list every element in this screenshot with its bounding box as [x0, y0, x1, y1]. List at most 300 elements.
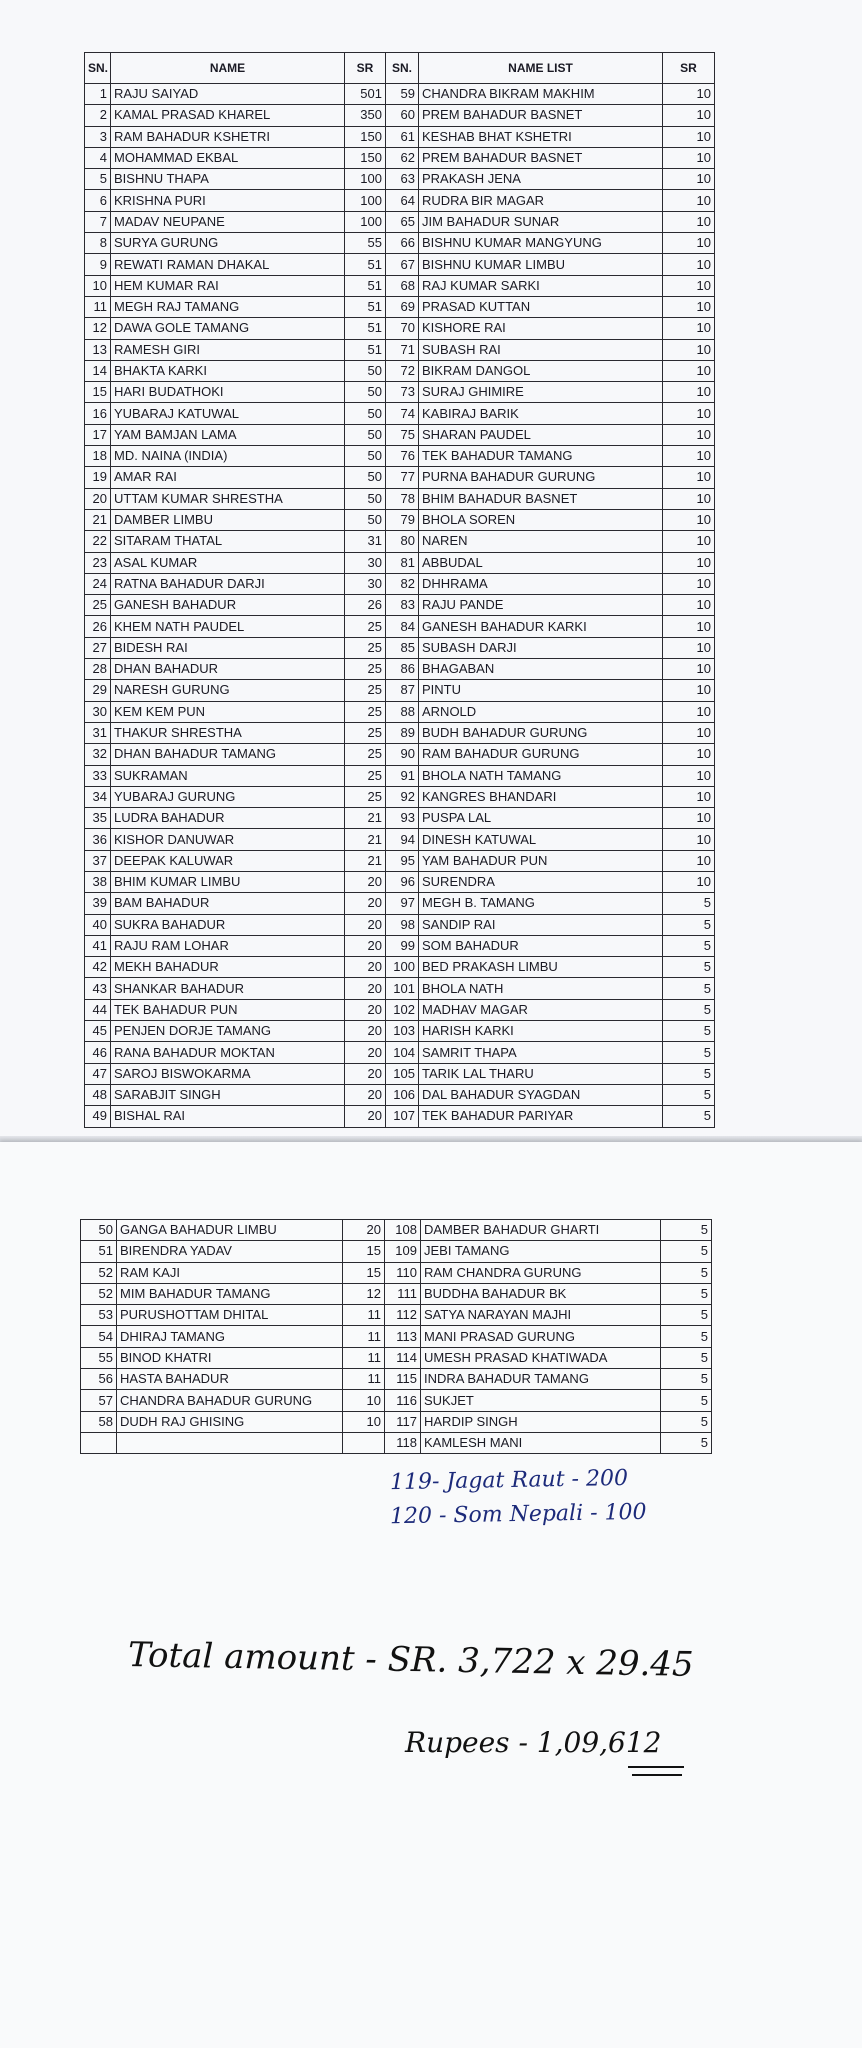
sn-cell: 2 — [85, 105, 111, 126]
name-cell: PUSPA LAL — [419, 808, 663, 829]
sr-cell: 10 — [663, 595, 715, 616]
table-row — [85, 233, 715, 254]
name-cell: YUBARAJ GURUNG — [111, 786, 345, 807]
sn-cell: 65 — [386, 211, 419, 232]
name-cell: DEEPAK KALUWAR — [111, 850, 345, 871]
sn-cell: 118 — [385, 1432, 421, 1453]
sr-cell: 10 — [663, 105, 715, 126]
sr-cell: 10 — [343, 1411, 385, 1432]
sn-cell: 60 — [386, 105, 419, 126]
table-row — [85, 190, 715, 211]
table-row — [85, 722, 715, 743]
sr-cell: 10 — [663, 808, 715, 829]
sr-cell: 20 — [345, 1084, 386, 1105]
sr-cell: 10 — [663, 467, 715, 488]
table-row — [85, 1042, 715, 1063]
sn-cell: 107 — [386, 1106, 419, 1127]
sn-cell: 10 — [85, 275, 111, 296]
name-cell: HARISH KARKI — [419, 1021, 663, 1042]
name-cell: DHAN BAHADUR — [111, 659, 345, 680]
sr-cell: 20 — [345, 893, 386, 914]
name-cell: NARESH GURUNG — [111, 680, 345, 701]
sr-cell: 21 — [345, 829, 386, 850]
name-cell: PREM BAHADUR BASNET — [419, 105, 663, 126]
sn-cell: 59 — [386, 84, 419, 105]
sr-cell: 10 — [663, 765, 715, 786]
sn-cell: 104 — [386, 1042, 419, 1063]
sr-cell: 10 — [663, 744, 715, 765]
sn-cell: 32 — [85, 744, 111, 765]
name-cell: PURNA BAHADUR GURUNG — [419, 467, 663, 488]
sr-cell: 25 — [345, 701, 386, 722]
sn-cell: 31 — [85, 722, 111, 743]
sr-cell: 100 — [345, 211, 386, 232]
sr-cell: 10 — [663, 531, 715, 552]
sr-cell: 20 — [345, 871, 386, 892]
sr-cell: 25 — [345, 637, 386, 658]
sr-cell: 5 — [663, 1063, 715, 1084]
sn-cell: 83 — [386, 595, 419, 616]
name-cell: KAMAL PRASAD KHAREL — [111, 105, 345, 126]
name-cell: KANGRES BHANDARI — [419, 786, 663, 807]
header-name-list: NAME LIST — [419, 53, 663, 84]
sr-cell: 21 — [345, 850, 386, 871]
sr-cell: 10 — [663, 701, 715, 722]
sr-cell: 5 — [663, 978, 715, 999]
sn-cell: 98 — [386, 914, 419, 935]
name-cell: MADAV NEUPANE — [111, 211, 345, 232]
table-row — [85, 744, 715, 765]
name-cell: KAMLESH MANI — [421, 1432, 661, 1453]
sr-cell: 20 — [345, 914, 386, 935]
name-cell: RAJU SAIYAD — [111, 84, 345, 105]
sr-cell: 10 — [663, 339, 715, 360]
sn-cell: 100 — [386, 957, 419, 978]
name-cell: KESHAB BHAT KSHETRI — [419, 126, 663, 147]
name-cell: HEM KUMAR RAI — [111, 275, 345, 296]
sr-cell: 5 — [661, 1411, 712, 1432]
name-cell: SARABJIT SINGH — [111, 1084, 345, 1105]
table-row — [85, 680, 715, 701]
table-row — [85, 935, 715, 956]
sr-cell: 350 — [345, 105, 386, 126]
sn-cell: 37 — [85, 850, 111, 871]
table-row — [85, 701, 715, 722]
sr-cell: 10 — [663, 659, 715, 680]
name-cell: TARIK LAL THARU — [419, 1063, 663, 1084]
name-cell: INDRA BAHADUR TAMANG — [421, 1369, 661, 1390]
table-row — [81, 1326, 712, 1347]
sr-cell: 10 — [663, 211, 715, 232]
rupees-underline-2 — [632, 1774, 682, 1776]
sr-cell — [343, 1432, 385, 1453]
sr-cell: 50 — [345, 424, 386, 445]
handwritten-entry-120: 120 - Som Nepali - 100 — [389, 1499, 647, 1530]
name-cell: BISHAL RAI — [111, 1106, 345, 1127]
name-cell: MD. NAINA (INDIA) — [111, 446, 345, 467]
sr-cell: 5 — [661, 1283, 712, 1304]
sn-cell: 48 — [85, 1084, 111, 1105]
name-cell: BUDDHA BAHADUR BK — [421, 1283, 661, 1304]
sr-cell: 10 — [663, 488, 715, 509]
sn-cell: 23 — [85, 552, 111, 573]
table-row — [85, 808, 715, 829]
sn-cell: 22 — [85, 531, 111, 552]
name-cell: DHHRAMA — [419, 573, 663, 594]
sn-cell: 85 — [386, 637, 419, 658]
sr-cell: 25 — [345, 786, 386, 807]
sn-cell: 19 — [85, 467, 111, 488]
sn-cell: 33 — [85, 765, 111, 786]
sn-cell: 68 — [386, 275, 419, 296]
sr-cell: 10 — [663, 829, 715, 850]
table-row — [85, 978, 715, 999]
sr-cell: 51 — [345, 296, 386, 317]
sr-cell: 51 — [345, 318, 386, 339]
sn-cell: 55 — [81, 1347, 117, 1368]
contribution-table-2 — [80, 1219, 712, 1454]
table-row — [85, 446, 715, 467]
name-cell: SHANKAR BAHADUR — [111, 978, 345, 999]
name-cell: SANDIP RAI — [419, 914, 663, 935]
name-cell: REWATI RAMAN DHAKAL — [111, 254, 345, 275]
sn-cell: 73 — [386, 382, 419, 403]
sn-cell: 92 — [386, 786, 419, 807]
name-cell: SURENDRA — [419, 871, 663, 892]
sn-cell: 108 — [385, 1220, 421, 1241]
name-cell: PENJEN DORJE TAMANG — [111, 1021, 345, 1042]
sr-cell: 5 — [663, 893, 715, 914]
sr-cell: 10 — [663, 616, 715, 637]
sr-cell: 10 — [663, 722, 715, 743]
name-cell: MIM BAHADUR TAMANG — [117, 1283, 343, 1304]
sn-cell: 43 — [85, 978, 111, 999]
name-cell: PRAKASH JENA — [419, 169, 663, 190]
sr-cell: 20 — [345, 1042, 386, 1063]
sr-cell: 5 — [661, 1305, 712, 1326]
table-row — [85, 957, 715, 978]
sn-cell: 26 — [85, 616, 111, 637]
sn-cell: 35 — [85, 808, 111, 829]
sr-cell: 20 — [345, 1021, 386, 1042]
sn-cell: 105 — [386, 1063, 419, 1084]
name-cell: KHEM NATH PAUDEL — [111, 616, 345, 637]
table-row — [81, 1411, 712, 1432]
sn-cell: 15 — [85, 382, 111, 403]
handwritten-rupees: Rupees - 1,09,612 — [405, 1726, 662, 1759]
sn-cell: 16 — [85, 403, 111, 424]
sn-cell: 8 — [85, 233, 111, 254]
sr-cell: 10 — [663, 680, 715, 701]
name-cell: DHAN BAHADUR TAMANG — [111, 744, 345, 765]
table-row — [85, 403, 715, 424]
table-row — [85, 850, 715, 871]
sn-cell — [81, 1432, 117, 1453]
sn-cell: 30 — [85, 701, 111, 722]
name-cell: BISHNU KUMAR MANGYUNG — [419, 233, 663, 254]
sr-cell: 5 — [663, 1084, 715, 1105]
sn-cell: 40 — [85, 914, 111, 935]
table-row — [85, 573, 715, 594]
table-row — [85, 616, 715, 637]
sn-cell: 11 — [85, 296, 111, 317]
name-cell: RAJ KUMAR SARKI — [419, 275, 663, 296]
name-cell: BUDH BAHADUR GURUNG — [419, 722, 663, 743]
sn-cell: 64 — [386, 190, 419, 211]
name-cell: HARI BUDATHOKI — [111, 382, 345, 403]
sn-cell: 75 — [386, 424, 419, 445]
sr-cell: 10 — [343, 1390, 385, 1411]
sn-cell: 74 — [386, 403, 419, 424]
name-cell: CHANDRA BIKRAM MAKHIM — [419, 84, 663, 105]
table-row — [81, 1369, 712, 1390]
name-cell: BHIM KUMAR LIMBU — [111, 871, 345, 892]
name-cell: KABIRAJ BARIK — [419, 403, 663, 424]
sr-cell: 20 — [345, 1106, 386, 1127]
name-cell: SOM BAHADUR — [419, 935, 663, 956]
table-row — [81, 1432, 712, 1453]
sr-cell: 26 — [345, 595, 386, 616]
handwritten-entry-119: 119- Jagat Raut - 200 — [389, 1465, 629, 1496]
name-cell: MANI PRASAD GURUNG — [421, 1326, 661, 1347]
table-row — [85, 424, 715, 445]
table-row — [81, 1347, 712, 1368]
name-cell: MOHAMMAD EKBAL — [111, 147, 345, 168]
table-row — [85, 318, 715, 339]
rupees-underline — [628, 1766, 684, 1768]
sn-cell: 50 — [81, 1220, 117, 1241]
table-row — [85, 595, 715, 616]
name-cell: LUDRA BAHADUR — [111, 808, 345, 829]
sr-cell: 20 — [345, 957, 386, 978]
sr-cell: 51 — [345, 339, 386, 360]
sn-cell: 45 — [85, 1021, 111, 1042]
sr-cell: 10 — [663, 850, 715, 871]
sn-cell: 109 — [385, 1241, 421, 1262]
name-cell: HARDIP SINGH — [421, 1411, 661, 1432]
table-row — [85, 786, 715, 807]
sr-cell: 51 — [345, 254, 386, 275]
table-row — [85, 296, 715, 317]
sr-cell: 11 — [343, 1369, 385, 1390]
table-row — [85, 893, 715, 914]
name-cell: BAM BAHADUR — [111, 893, 345, 914]
sr-cell: 5 — [661, 1220, 712, 1241]
sn-cell: 6 — [85, 190, 111, 211]
sn-cell: 7 — [85, 211, 111, 232]
name-cell: MEGH B. TAMANG — [419, 893, 663, 914]
name-cell: JEBI TAMANG — [421, 1241, 661, 1262]
table-row — [81, 1305, 712, 1326]
name-cell: BIDESH RAI — [111, 637, 345, 658]
sr-cell: 5 — [661, 1347, 712, 1368]
sr-cell: 50 — [345, 488, 386, 509]
name-cell: SUKJET — [421, 1390, 661, 1411]
sr-cell: 5 — [663, 935, 715, 956]
sr-cell: 50 — [345, 467, 386, 488]
name-cell: JIM BAHADUR SUNAR — [419, 211, 663, 232]
name-cell: YAM BAHADUR PUN — [419, 850, 663, 871]
name-cell: PURUSHOTTAM DHITAL — [117, 1305, 343, 1326]
sr-cell: 5 — [663, 1106, 715, 1127]
table-row — [85, 765, 715, 786]
sn-cell: 13 — [85, 339, 111, 360]
sr-cell: 25 — [345, 744, 386, 765]
sr-cell: 5 — [663, 1021, 715, 1042]
sr-cell: 50 — [345, 360, 386, 381]
sr-cell: 10 — [663, 403, 715, 424]
table-row — [85, 999, 715, 1020]
sn-cell: 66 — [386, 233, 419, 254]
sr-cell: 10 — [663, 573, 715, 594]
sr-cell: 10 — [663, 552, 715, 573]
sr-cell: 5 — [661, 1326, 712, 1347]
sn-cell: 36 — [85, 829, 111, 850]
sn-cell: 58 — [81, 1411, 117, 1432]
sn-cell: 81 — [386, 552, 419, 573]
name-cell: BHOLA NATH TAMANG — [419, 765, 663, 786]
table-row — [85, 871, 715, 892]
sn-cell: 111 — [385, 1283, 421, 1304]
name-cell — [117, 1432, 343, 1453]
name-cell: RAM BAHADUR KSHETRI — [111, 126, 345, 147]
sn-cell: 24 — [85, 573, 111, 594]
name-cell: SAMRIT THAPA — [419, 1042, 663, 1063]
sn-cell: 86 — [386, 659, 419, 680]
name-cell: BINOD KHATRI — [117, 1347, 343, 1368]
name-cell: RAJU PANDE — [419, 595, 663, 616]
sn-cell: 53 — [81, 1305, 117, 1326]
name-cell: BHOLA SOREN — [419, 509, 663, 530]
name-cell: MEGH RAJ TAMANG — [111, 296, 345, 317]
sn-cell: 39 — [85, 893, 111, 914]
name-cell: YAM BAMJAN LAMA — [111, 424, 345, 445]
sr-cell: 10 — [663, 871, 715, 892]
name-cell: RAMESH GIRI — [111, 339, 345, 360]
sn-cell: 21 — [85, 509, 111, 530]
sn-cell: 99 — [386, 935, 419, 956]
sn-cell: 54 — [81, 1326, 117, 1347]
sn-cell: 77 — [386, 467, 419, 488]
name-cell: KISHORE RAI — [419, 318, 663, 339]
sr-cell: 51 — [345, 275, 386, 296]
sn-cell: 95 — [386, 850, 419, 871]
name-cell: DAMBER LIMBU — [111, 509, 345, 530]
name-cell: DAMBER BAHADUR GHARTI — [421, 1220, 661, 1241]
sr-cell: 10 — [663, 254, 715, 275]
sr-cell: 20 — [345, 978, 386, 999]
table-row — [85, 829, 715, 850]
sr-cell: 25 — [345, 765, 386, 786]
name-cell: PREM BAHADUR BASNET — [419, 147, 663, 168]
sn-cell: 101 — [386, 978, 419, 999]
sr-cell: 10 — [663, 360, 715, 381]
sr-cell: 11 — [343, 1347, 385, 1368]
sn-cell: 93 — [386, 808, 419, 829]
table-row — [85, 914, 715, 935]
sr-cell: 12 — [343, 1283, 385, 1304]
sn-cell: 106 — [386, 1084, 419, 1105]
sn-cell: 90 — [386, 744, 419, 765]
sr-cell: 10 — [663, 786, 715, 807]
sr-cell: 50 — [345, 509, 386, 530]
name-cell: TEK BAHADUR PUN — [111, 999, 345, 1020]
sn-cell: 49 — [85, 1106, 111, 1127]
sr-cell: 5 — [661, 1262, 712, 1283]
name-cell: RAJU RAM LOHAR — [111, 935, 345, 956]
sn-cell: 9 — [85, 254, 111, 275]
name-cell: ASAL KUMAR — [111, 552, 345, 573]
sr-cell: 11 — [343, 1305, 385, 1326]
table-row — [85, 637, 715, 658]
name-cell: RUDRA BIR MAGAR — [419, 190, 663, 211]
table-row — [85, 382, 715, 403]
sr-cell: 100 — [345, 169, 386, 190]
sn-cell: 42 — [85, 957, 111, 978]
table-row — [81, 1283, 712, 1304]
name-cell: KEM KEM PUN — [111, 701, 345, 722]
sn-cell: 102 — [386, 999, 419, 1020]
sn-cell: 14 — [85, 360, 111, 381]
name-cell: DINESH KATUWAL — [419, 829, 663, 850]
sn-cell: 61 — [386, 126, 419, 147]
name-cell: ARNOLD — [419, 701, 663, 722]
sn-cell: 72 — [386, 360, 419, 381]
sn-cell: 116 — [385, 1390, 421, 1411]
sr-cell: 10 — [663, 446, 715, 467]
sr-cell: 10 — [663, 382, 715, 403]
name-cell: SURYA GURUNG — [111, 233, 345, 254]
sn-cell: 52 — [81, 1262, 117, 1283]
table-header-row — [85, 53, 715, 84]
name-cell: SUKRAMAN — [111, 765, 345, 786]
name-cell: BIRENDRA YADAV — [117, 1241, 343, 1262]
table-row — [85, 126, 715, 147]
name-cell: SUKRA BAHADUR — [111, 914, 345, 935]
sr-cell: 20 — [343, 1220, 385, 1241]
sn-cell: 103 — [386, 1021, 419, 1042]
table-row — [85, 254, 715, 275]
sn-cell: 115 — [385, 1369, 421, 1390]
name-cell: BHOLA NATH — [419, 978, 663, 999]
name-cell: RAM CHANDRA GURUNG — [421, 1262, 661, 1283]
sn-cell: 82 — [386, 573, 419, 594]
sn-cell: 5 — [85, 169, 111, 190]
name-cell: BHAKTA KARKI — [111, 360, 345, 381]
header-sr-2: SR — [663, 53, 715, 84]
sn-cell: 91 — [386, 765, 419, 786]
sn-cell: 1 — [85, 84, 111, 105]
name-cell: CHANDRA BAHADUR GURUNG — [117, 1390, 343, 1411]
sn-cell: 71 — [386, 339, 419, 360]
sr-cell: 10 — [663, 296, 715, 317]
name-cell: SITARAM THATAL — [111, 531, 345, 552]
name-cell: SATYA NARAYAN MAJHI — [421, 1305, 661, 1326]
sn-cell: 84 — [386, 616, 419, 637]
name-cell: GANESH BAHADUR — [111, 595, 345, 616]
name-cell: THAKUR SHRESTHA — [111, 722, 345, 743]
table-row — [85, 147, 715, 168]
sn-cell: 96 — [386, 871, 419, 892]
table-row — [85, 211, 715, 232]
name-cell: GANGA BAHADUR LIMBU — [117, 1220, 343, 1241]
sn-cell: 20 — [85, 488, 111, 509]
name-cell: SAROJ BISWOKARMA — [111, 1063, 345, 1084]
sn-cell: 67 — [386, 254, 419, 275]
sn-cell: 89 — [386, 722, 419, 743]
table-row — [85, 169, 715, 190]
header-sr: SR — [345, 53, 386, 84]
